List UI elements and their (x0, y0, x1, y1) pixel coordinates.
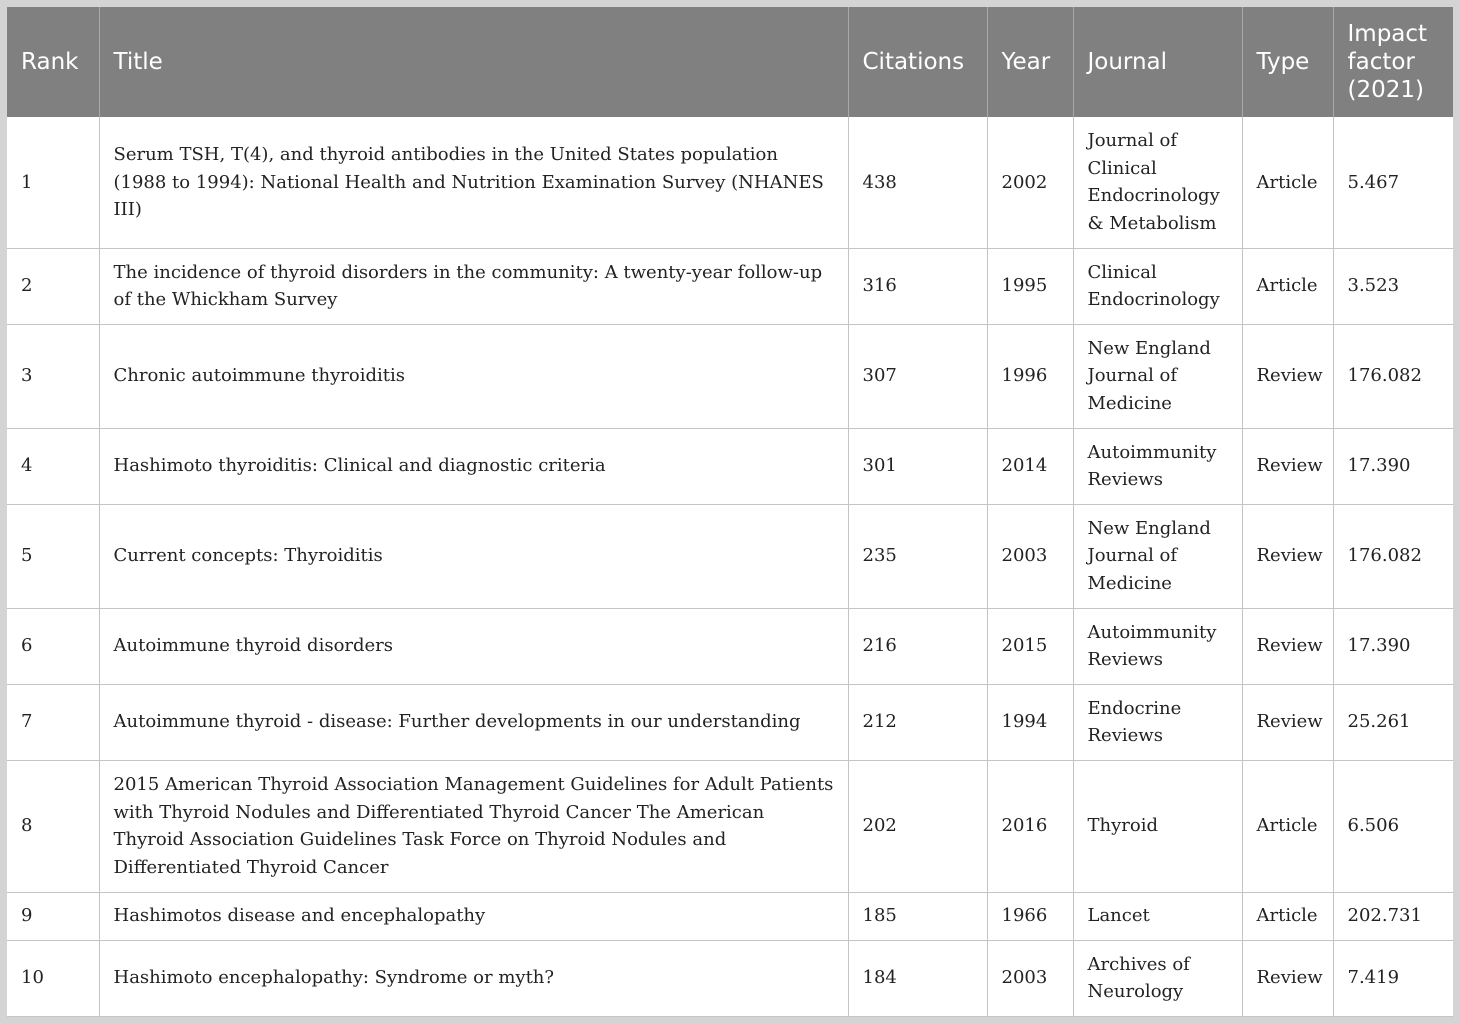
citations-table-container (7, 7, 1453, 1017)
cell-title: Current concepts: Thyroiditis (99, 504, 848, 608)
cell-citations: 235 (848, 504, 987, 608)
cell-year: 2016 (987, 760, 1073, 892)
cell-rank: 1 (7, 117, 99, 248)
cell-citations: 316 (848, 248, 987, 324)
cell-year: 1996 (987, 324, 1073, 428)
cell-journal: Clinical Endocrinology (1073, 248, 1242, 324)
header-title: Title (99, 7, 848, 117)
cell-rank: 7 (7, 684, 99, 760)
cell-journal: Archives of Neurology (1073, 940, 1242, 1016)
cell-rank: 10 (7, 940, 99, 1016)
cell-impact-factor: 25.261 (1333, 684, 1453, 760)
cell-rank: 9 (7, 892, 99, 940)
cell-year: 2002 (987, 117, 1073, 248)
cell-year: 1966 (987, 892, 1073, 940)
cell-citations: 184 (848, 940, 987, 1016)
cell-title: Autoimmune thyroid - disease: Further developments in our understanding (99, 684, 848, 760)
cell-title: Serum TSH, T(4), and thyroid antibodies in the United States population (1988 to 1994): National Health and Nutrition Examination Survey (NHANES III) (99, 117, 848, 248)
cell-impact-factor: 5.467 (1333, 117, 1453, 248)
cell-title: Chronic autoimmune thyroiditis (99, 324, 848, 428)
cell-journal: Journal of Clinical Endocrinology & Metabolism (1073, 117, 1242, 248)
cell-type: Article (1242, 892, 1333, 940)
table-row (7, 608, 1453, 684)
cell-title: Hashimoto thyroiditis: Clinical and diagnostic criteria (99, 428, 848, 504)
cell-impact-factor: 3.523 (1333, 248, 1453, 324)
table-row (7, 892, 1453, 940)
cell-citations: 307 (848, 324, 987, 428)
header-row (7, 7, 1453, 117)
cell-type: Review (1242, 684, 1333, 760)
table-row (7, 428, 1453, 504)
cell-journal: New England Journal of Medicine (1073, 504, 1242, 608)
table-row (7, 760, 1453, 892)
top-cited-papers-table (7, 7, 1453, 1017)
cell-type: Review (1242, 608, 1333, 684)
cell-citations: 185 (848, 892, 987, 940)
cell-rank: 5 (7, 504, 99, 608)
header-journal: Journal (1073, 7, 1242, 117)
table-body (7, 117, 1453, 1016)
cell-title: Autoimmune thyroid disorders (99, 608, 848, 684)
cell-impact-factor: 176.082 (1333, 504, 1453, 608)
table-row (7, 117, 1453, 248)
cell-citations: 202 (848, 760, 987, 892)
cell-journal: Endocrine Reviews (1073, 684, 1242, 760)
cell-journal: Autoimmunity Reviews (1073, 428, 1242, 504)
table-header (7, 7, 1453, 117)
cell-impact-factor: 17.390 (1333, 608, 1453, 684)
cell-impact-factor: 6.506 (1333, 760, 1453, 892)
table-row (7, 684, 1453, 760)
table-row (7, 940, 1453, 1016)
cell-rank: 3 (7, 324, 99, 428)
cell-citations: 212 (848, 684, 987, 760)
header-year: Year (987, 7, 1073, 117)
cell-title: Hashimotos disease and encephalopathy (99, 892, 848, 940)
cell-year: 2003 (987, 940, 1073, 1016)
cell-type: Article (1242, 117, 1333, 248)
cell-type: Review (1242, 504, 1333, 608)
table-row (7, 248, 1453, 324)
cell-impact-factor: 202.731 (1333, 892, 1453, 940)
header-rank: Rank (7, 7, 99, 117)
cell-journal: New England Journal of Medicine (1073, 324, 1242, 428)
cell-journal: Autoimmunity Reviews (1073, 608, 1242, 684)
cell-title: Hashimoto encephalopathy: Syndrome or myth? (99, 940, 848, 1016)
table-row (7, 324, 1453, 428)
cell-rank: 8 (7, 760, 99, 892)
cell-type: Article (1242, 248, 1333, 324)
header-type: Type (1242, 7, 1333, 117)
cell-year: 2003 (987, 504, 1073, 608)
cell-type: Review (1242, 324, 1333, 428)
cell-impact-factor: 17.390 (1333, 428, 1453, 504)
cell-type: Review (1242, 940, 1333, 1016)
cell-title: 2015 American Thyroid Association Management Guidelines for Adult Patients with Thyroid Nodules and Differentiated Thyroid Cancer The American Thyroid Association Guidelines Task Force on Thyroid Nodules and Differentiated Thyroid Cancer (99, 760, 848, 892)
cell-citations: 301 (848, 428, 987, 504)
cell-impact-factor: 176.082 (1333, 324, 1453, 428)
header-citations: Citations (848, 7, 987, 117)
cell-impact-factor: 7.419 (1333, 940, 1453, 1016)
cell-year: 1994 (987, 684, 1073, 760)
header-impact-factor: Impact factor (2021) (1333, 7, 1453, 117)
cell-type: Review (1242, 428, 1333, 504)
cell-year: 2015 (987, 608, 1073, 684)
cell-citations: 438 (848, 117, 987, 248)
cell-type: Article (1242, 760, 1333, 892)
table-row (7, 504, 1453, 608)
cell-year: 2014 (987, 428, 1073, 504)
cell-year: 1995 (987, 248, 1073, 324)
cell-journal: Thyroid (1073, 760, 1242, 892)
cell-rank: 4 (7, 428, 99, 504)
cell-citations: 216 (848, 608, 987, 684)
cell-journal: Lancet (1073, 892, 1242, 940)
cell-rank: 6 (7, 608, 99, 684)
cell-rank: 2 (7, 248, 99, 324)
cell-title: The incidence of thyroid disorders in the community: A twenty-year follow-up of the Whickham Survey (99, 248, 848, 324)
